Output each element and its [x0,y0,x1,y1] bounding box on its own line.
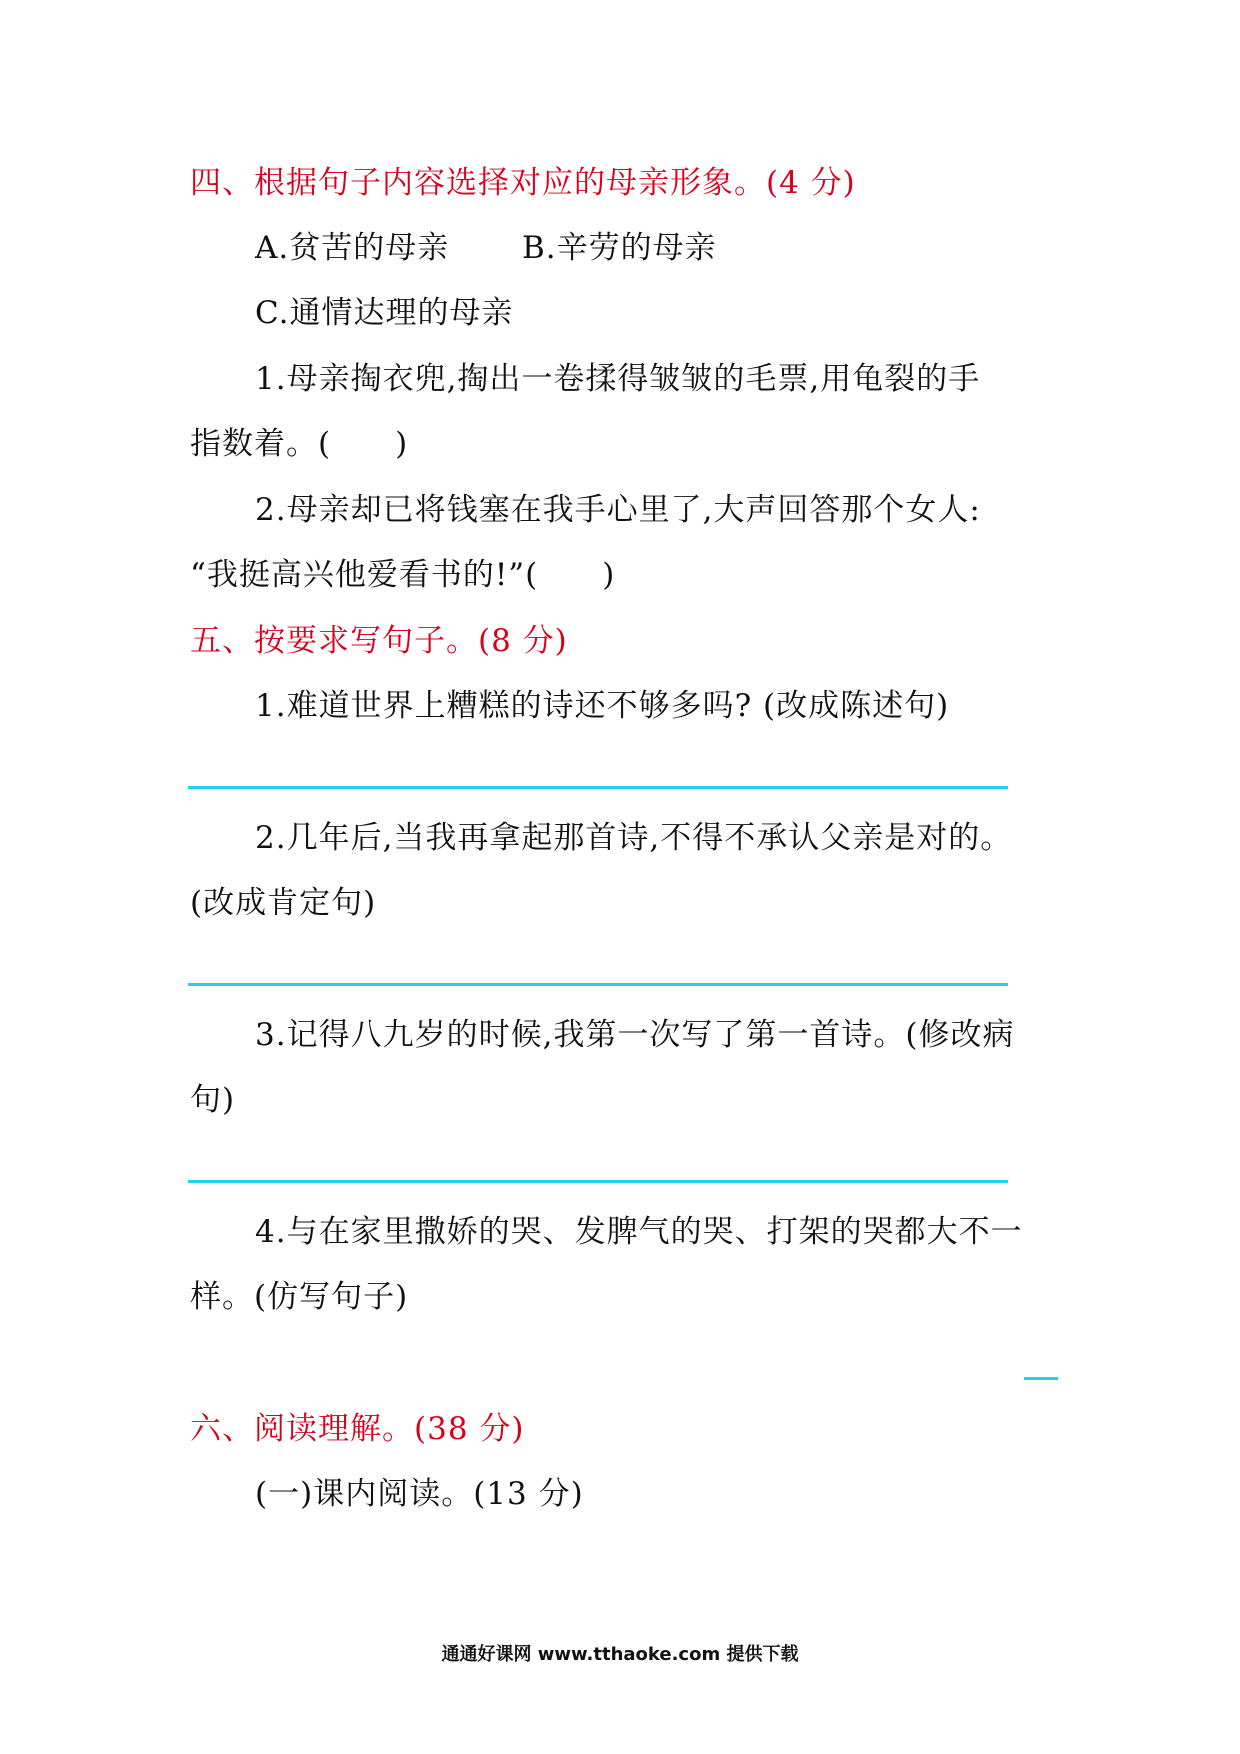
question-5-3-line2: 句) [190,1082,236,1118]
section5-heading: 五、按要求写句子。(8 分) [190,623,568,659]
footer-watermark: 通通好课网 www.tthaoke.com 提供下载 [441,1644,799,1665]
question-5-2-line1: 2.几年后,当我再拿起那首诗,不得不承认父亲是对的。 [255,820,1013,856]
option-c: C.通情达理的母亲 [255,295,514,331]
option-b: B.辛劳的母亲 [522,230,717,266]
answer-line-5-1[interactable] [188,786,1008,789]
question-4-2-line2: “我挺高兴他爱看书的!”( ) [190,557,616,593]
section4-heading: 四、根据句子内容选择对应的母亲形象。(4 分) [190,165,856,201]
question-5-3-line1: 3.记得八九岁的时候,我第一次写了第一首诗。(修改病 [255,1017,1015,1053]
section6-heading: 六、阅读理解。(38 分) [190,1411,525,1447]
question-5-2-line2: (改成肯定句) [190,885,377,921]
question-5-1: 1.难道世界上糟糕的诗还不够多吗? (改成陈述句) [255,688,950,724]
question-4-1-line2: 指数着。( ) [190,426,409,462]
option-a: A.贫苦的母亲 [255,230,450,266]
question-4-1-line1: 1.母亲掏衣兜,掏出一卷揉得皱皱的毛票,用龟裂的手 [255,361,981,397]
section6-subheading: (一)课内阅读。(13 分) [255,1476,584,1512]
answer-line-5-2[interactable] [188,983,1008,986]
answer-line-5-4[interactable] [1024,1377,1058,1380]
question-5-4-line1: 4.与在家里撒娇的哭、发脾气的哭、打架的哭都大不一 [255,1214,1023,1250]
question-5-4-line2: 样。(仿写句子) [190,1279,409,1315]
question-4-2-line1: 2.母亲却已将钱塞在我手心里了,大声回答那个女人: [255,492,981,528]
answer-line-5-3[interactable] [188,1180,1008,1183]
